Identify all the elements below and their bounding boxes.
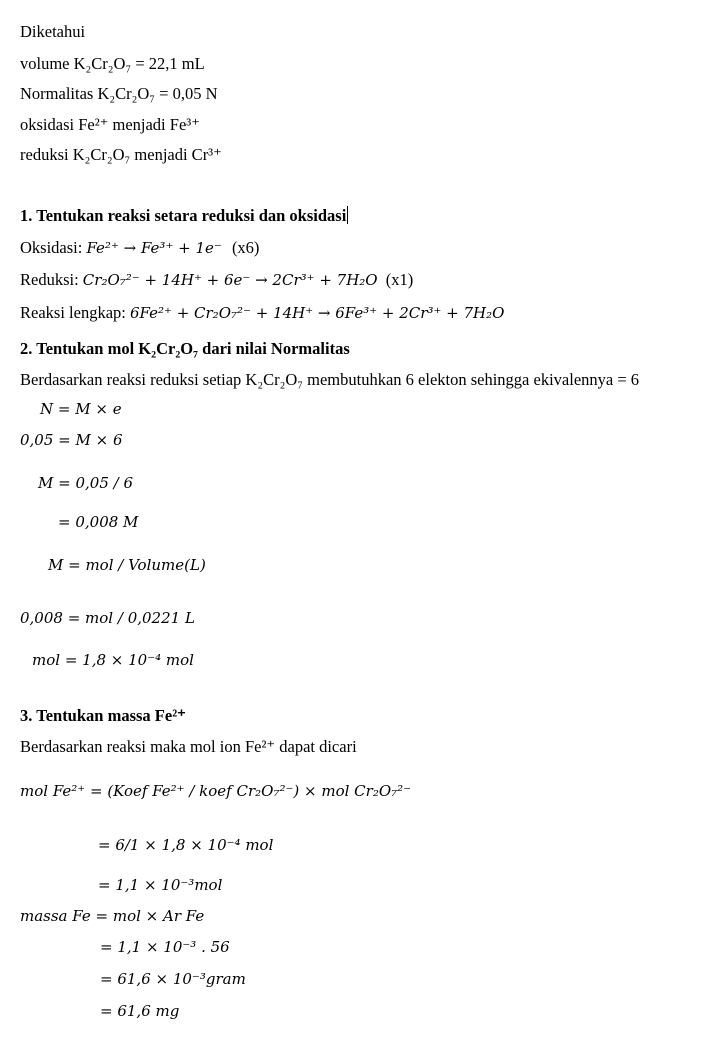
- given-volume: volume K₂Cr₂O₇ = 22,1 mL: [20, 54, 205, 73]
- eq-mass-substitution: = 1,1 × 10⁻³ . 56: [100, 938, 230, 956]
- reduction-equation: Reduksi: Cr₂O₇²⁻ + 14H⁺ + 6e⁻ → 2Cr³⁺ + 7H₂O (x1): [20, 270, 414, 289]
- eq-molarity-result: = 0,008 M: [58, 513, 139, 531]
- eq-normality: N = M × e: [40, 400, 122, 418]
- section3-title: 3. Tentukan massa Fe²⁺: [20, 706, 186, 725]
- eq-mass-definition: massa Fe = mol × Ar Fe: [20, 907, 205, 925]
- eq-normality-values: 0,05 = M × 6: [20, 431, 123, 449]
- section2-intro: Berdasarkan reaksi reduksi setiap K₂Cr₂O₇ membutuhkan 6 elekton sehingga ekivalennya = 6: [20, 370, 640, 389]
- eq-molarity-fraction: M = 0,05 / 6: [38, 474, 133, 492]
- section2-title: 2. Tentukan mol K₂Cr₂O₇ dari nilai Normalitas: [20, 339, 350, 358]
- section3-intro: Berdasarkan reaksi maka mol ion Fe²⁺ dapat dicari: [20, 737, 357, 756]
- section1-title: 1. Tentukan reaksi setara reduksi dan oksidasi: [20, 206, 347, 225]
- text-cursor: [347, 206, 348, 224]
- eq-mass-mg: = 61,6 mg: [100, 1002, 180, 1020]
- eq-molarity-definition: M = mol / Volume(L): [48, 556, 206, 574]
- given-heading: Diketahui: [20, 22, 86, 41]
- eq-mol-fe-result: = 1,1 × 10⁻³mol: [98, 876, 223, 894]
- given-reduction: reduksi K₂Cr₂O₇ menjadi Cr³⁺: [20, 145, 222, 164]
- eq-mass-gram: = 61,6 × 10⁻³gram: [100, 970, 246, 988]
- given-normality: Normalitas K₂Cr₂O₇ = 0,05 N: [20, 84, 218, 103]
- given-oxidation: oksidasi Fe²⁺ menjadi Fe³⁺: [20, 115, 200, 134]
- eq-mol-result: mol = 1,8 × 10⁻⁴ mol: [32, 651, 194, 669]
- eq-mol-fe: mol Fe²⁺ = (Koef Fe²⁺ / koef Cr₂O₇²⁻) × mol Cr₂O₇²⁻: [20, 782, 412, 800]
- eq-mol-fraction: 0,008 = mol / 0,0221 L: [20, 609, 195, 627]
- eq-mol-fe-substitution: = 6/1 × 1,8 × 10⁻⁴ mol: [98, 836, 274, 854]
- oxidation-equation: Oksidasi: Fe²⁺ → Fe³⁺ + 1e⁻ (x6): [20, 238, 260, 257]
- full-reaction: Reaksi lengkap: 6Fe²⁺ + Cr₂O₇²⁻ + 14H⁺ → 6Fe³⁺ + 2Cr³⁺ + 7H₂O: [20, 303, 505, 322]
